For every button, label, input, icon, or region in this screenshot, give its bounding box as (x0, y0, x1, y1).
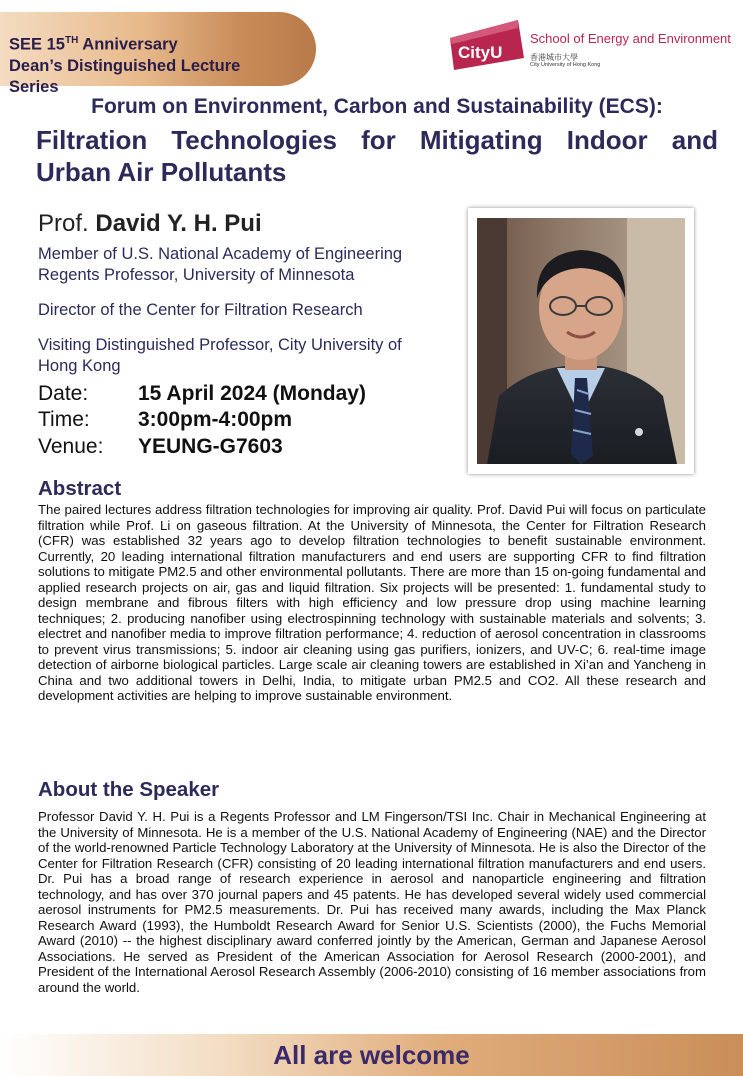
speaker-role: Regents Professor, University of Minnesota (38, 266, 355, 284)
lecture-title-line1: Filtration Technologies for Mitigating Indoor and (36, 125, 718, 155)
university-name-chinese: 香港城市大學 (530, 53, 578, 62)
speaker-role: Member of U.S. National Academy of Engineering (38, 245, 403, 263)
venue-value: YEUNG-G7603 (138, 435, 283, 458)
speaker-name (38, 210, 262, 238)
about-heading: About the Speaker (38, 778, 220, 801)
series-banner-text: SEE 15TH Anniversary Dean’s Distinguished Lecture Series (9, 35, 241, 96)
speaker-full-name: David Y. H. Pui (95, 210, 262, 237)
speaker-photo (477, 218, 685, 464)
speaker-photo-frame (468, 208, 694, 474)
lecture-title-line2: Urban Air Pollutants (36, 157, 287, 187)
welcome-text: All are welcome (273, 1040, 470, 1070)
speaker-role: Hong Kong (38, 357, 121, 375)
about-text: Professor David Y. H. Pui is a Regents Professor and LM Fingerson/TSI Inc. Chair in Mechanical Engineering at the University of Minnesota. He is a member of the U.S. National Academy of Engineering (NAE) and the Director of the world-renowned Particle Technology Laboratory at the University of Minnesota. He is also the Director of the Center for Filtration Research (CFR) consisting of 20 leading international filtration manufacturers and end users. Dr. Pui has a broad range of research experience in aerosol and nanoparticle engineering and filtration technology, and has over 370 journal papers and 45 patents. He has developed several widely used commercial aerosol instruments for PM2.5 measurements. Dr. Pui has received many awards, including the Max Planck Research Award (1993), the Humboldt Research Award for Senior U.S. Scientists (2000), the Fuchs Memorial Award (2010) -- the highest disciplinary award conferred jointly by the American, German and Japanese Aerosol Associations. He served as President of the American Association for Aerosol Research (2000-2001), and President of the International Aerosol Research Assembly (2006-2010) consisting of 16 member associations from around the world. (38, 809, 706, 995)
speaker-prefix: Prof. (38, 210, 89, 237)
series-banner (0, 12, 316, 96)
school-name: School of Energy and Environment (530, 31, 731, 46)
speaker-role: Director of the Center for Filtration Research (38, 301, 363, 319)
date-label: Date: (38, 382, 89, 405)
forum-title: Forum on Environment, Carbon and Sustainability (ECS): (91, 95, 663, 118)
date-value: 15 April 2024 (Monday) (138, 382, 366, 405)
cityu-logo-text: CityU (458, 43, 503, 62)
abstract-heading: Abstract (38, 477, 122, 500)
cityu-logo (444, 20, 734, 80)
time-value: 3:00pm-4:00pm (138, 408, 293, 431)
venue-label: Venue: (38, 435, 104, 458)
speaker-role: Visiting Distinguished Professor, City University of (38, 336, 402, 354)
time-label: Time: (38, 408, 90, 431)
cityu-logo-mark (444, 20, 524, 70)
abstract-text: The paired lectures address filtration technologies for improving air quality. Prof. David Pui will focus on particulate filtration while Prof. Li on gaseous filtration. At the University of Minnesota, the Center for Filtration Research (CFR) was established 32 years ago to develop filtration technologies to benefit sustainable environment. Currently, 20 leading international filtration manufacturers and end users are supporting CFR to find filtration solutions to mitigate PM2.5 and other environmental pollutants. There are more than 15 on-going fundamental and applied research projects on air, gas and liquid filtration. Six projects will be presented: 1. fundamental study to design membrane and fibrous filters with high efficiency and low pressure drop using machine learning techniques; 2. producing nanofiber using electrospinning technology with sustainable materials and solvents; 3. electret and nanofiber media to improve filtration performance; 4. reduction of aerosol concentration in classrooms to prevent virus transmissions; 5. indoor air cleaning using gas purifiers, ionizers, and UV-C; 6. real-time image detection of airborne biological particles. Large scale air cleaning towers are established in Xi’an and Yancheng in China and two additional towers in Delhi, India, to mitigate urban PM2.5 and CO2. All these research and development activities are helping to improve sustainable environment. (38, 502, 706, 703)
university-name-english: City University of Hong Kong (530, 62, 601, 68)
